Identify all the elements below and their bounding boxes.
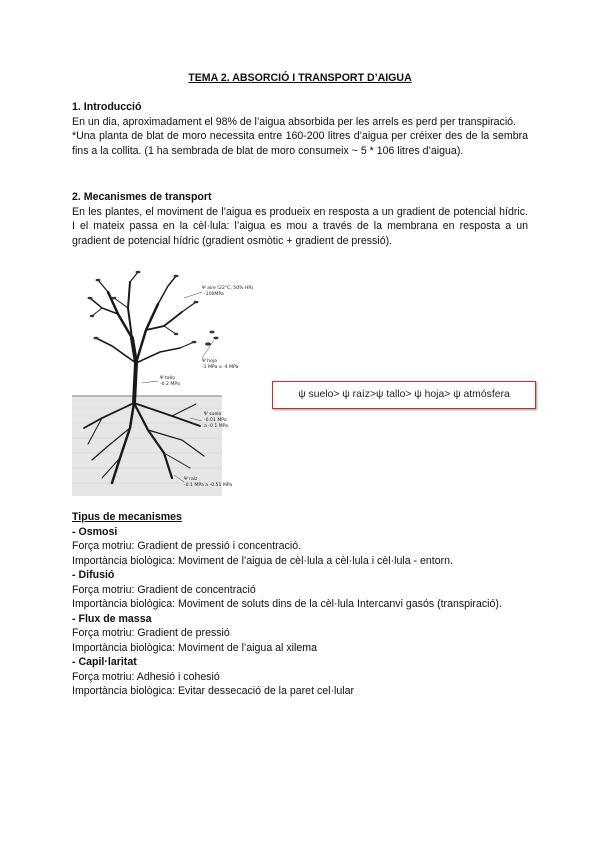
section-heading: 1. Introducció <box>72 101 142 113</box>
mechanism-name: - Capil·laritat <box>72 656 137 668</box>
section-introduction <box>72 100 528 158</box>
label-tallo: Ψ tallo <box>160 376 176 381</box>
label-raiz: Ψ raíz <box>184 477 198 482</box>
label-suelo: Ψ suelo <box>204 412 222 417</box>
label-aire: Ψ aire (22°C, 50% HR) <box>202 286 254 291</box>
label-raiz-value: -0.1 MPa a -0.51 MPa <box>184 483 233 488</box>
label-tallo-value: -0.2 MPa <box>160 382 180 387</box>
label-aire-value: -100MPa <box>204 292 224 297</box>
label-hoja: Ψ hoja <box>202 359 217 364</box>
mechanism-force: Força motriu: Gradient de pressió <box>72 627 230 639</box>
mechanism-importance: Importància biològica: Evitar dessecació de la paret cel·lular <box>72 685 355 697</box>
label-suelo-value-2: a -0.1 MPa <box>204 424 229 429</box>
page-title: TEMA 2. ABSORCIÓ I TRANSPORT D’AIGUA <box>188 72 412 84</box>
label-hoja-value: -1 MPa a -4 MPa <box>202 365 239 370</box>
water-potential-gradient-box: ψ suelo> ψ raíz>ψ tallo> ψ hoja> ψ atmósfera <box>272 381 536 409</box>
section-mechanisms <box>72 510 528 699</box>
mechanism-importance: Importància biològica: Moviment de l’aigua de cèl·lula a cèl·lula i cèl·lula - entorn. <box>72 554 453 567</box>
section-transport <box>72 190 528 248</box>
leaves <box>88 271 219 346</box>
mechanism-importance: Importància biològica: Moviment de l’aigua al xilema <box>72 641 317 654</box>
mechanism-force: Força motriu: Gradient de concentració <box>72 583 256 596</box>
mechanisms-heading: Tipus de mecanismes <box>72 511 182 523</box>
mechanism-name: - Osmosi <box>72 525 118 538</box>
mechanism-name: - Flux de massa <box>72 612 152 625</box>
section-heading: 2. Mecanismes de transport <box>72 191 212 203</box>
mechanism-force: Força motriu: Gradient de pressió i concentració. <box>72 540 302 552</box>
label-suelo-value: -0.01 MPa <box>204 418 227 423</box>
paragraph: En les plantes, el moviment de l’aigua es produeix en resposta a un gradient de potencial hídric. I el mateix passa en la cèl·lula: l’aigua es mou a través de la membrana en resposta a un gradient de potencial hídric (gradient osmòtic + gradient de pressió). <box>72 205 528 247</box>
mechanism-force: Força motriu: Adhesió i cohesió <box>72 670 220 683</box>
paragraph: *Una planta de blat de moro necessita entre 160-200 litres d’aigua per créixer des de la sembra fins a la collita. (1 ha sembrada de blat de moro consumeix ~ 5 * 106 litres d’aigua). <box>72 130 528 157</box>
soil-area <box>72 396 222 496</box>
mechanism-name: - Difusió <box>72 569 115 581</box>
plant-water-potential-figure <box>72 268 254 498</box>
paragraph: En un dia, aproximadament el 98% de l’aigua absorbida per les arrels es perd per transpiració. <box>72 115 517 128</box>
mechanism-importance: Importància biològica: Moviment de soluts dins de la cèl·lula Intercanvi gasós (transpiració). <box>72 598 502 610</box>
